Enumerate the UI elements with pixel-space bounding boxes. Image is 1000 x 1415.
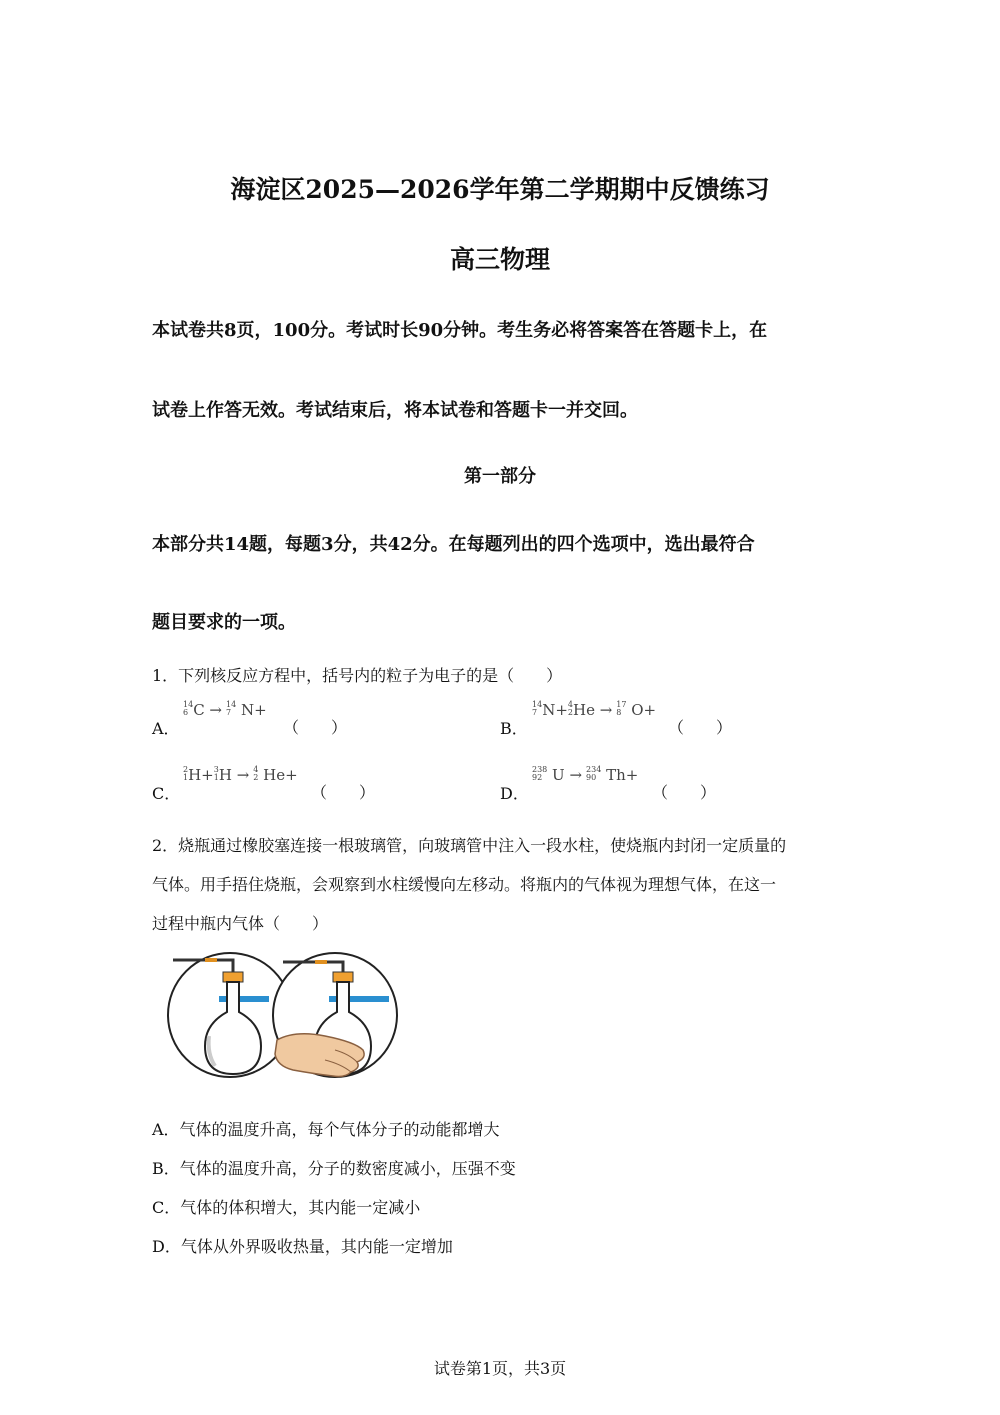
flask-experiment-figure: [165, 950, 405, 1090]
q1-option-b-blank: （ ）: [668, 718, 733, 737]
page-title: 海淀区2025—2026学年第二学期期中反馈练习: [230, 175, 770, 204]
q1-option-c-equation: 2 1H+3 1H → 4 2 He+: [183, 765, 298, 784]
q1-option-d-blank: （ ）: [652, 783, 717, 802]
q1-option-b-label: B．: [500, 719, 528, 738]
q1-option-b-equation: 14 7 N+4 2He → 17 8 O+: [532, 700, 657, 719]
instructions-line-2: 试卷上作答无效。考试结束后，将本试卷和答题卡一并交回。: [152, 400, 638, 421]
q1-option-a-blank: （ ）: [283, 718, 348, 737]
q2-stem-line-3: 过程中瓶内气体（ ）: [152, 914, 329, 933]
q1-option-c-blank: （ ）: [311, 783, 376, 802]
page-footer: 试卷第1页，共3页: [433, 1359, 567, 1378]
q1-option-d-equation: 238 92 U → 234 90 Th+: [532, 765, 639, 784]
q2-stem-line-1: 2．烧瓶通过橡胶塞连接一根玻璃管，向玻璃管中注入一段水柱，使烧瓶内封闭一定质量的: [152, 836, 787, 855]
q2-option-c: C．气体的体积增大，其内能一定减小: [152, 1198, 421, 1217]
instructions-line-1: 本试卷共8页，100分。考试时长90分钟。考生务必将答案答在答题卡上，在: [152, 320, 768, 341]
q2-stem-line-2: 气体。用手捂住烧瓶，会观察到水柱缓慢向左移动。将瓶内的气体视为理想气体，在这一: [152, 875, 777, 894]
q1-option-a-equation: 14 6 C → 14 7 N+: [183, 700, 267, 719]
q1-option-c-label: C．: [152, 784, 181, 803]
q2-option-d: D．气体从外界吸收热量，其内能一定增加: [152, 1237, 453, 1256]
q2-option-a: A．气体的温度升高，每个气体分子的动能都增大: [152, 1120, 500, 1139]
page-subtitle: 高三物理: [449, 245, 550, 274]
part-heading: 第一部分: [464, 466, 536, 487]
part-description-line-1: 本部分共14题，每题3分，共42分。在每题列出的四个选项中，选出最符合: [152, 534, 755, 555]
q1-option-d-label: D．: [500, 784, 529, 803]
part-description-line-2: 题目要求的一项。: [152, 612, 296, 633]
q2-option-b: B．气体的温度升高，分子的数密度减小，压强不变: [152, 1159, 516, 1178]
q1-stem: 1．下列核反应方程中，括号内的粒子为电子的是（ ）: [152, 666, 563, 685]
q1-option-a-label: A．: [152, 719, 180, 738]
